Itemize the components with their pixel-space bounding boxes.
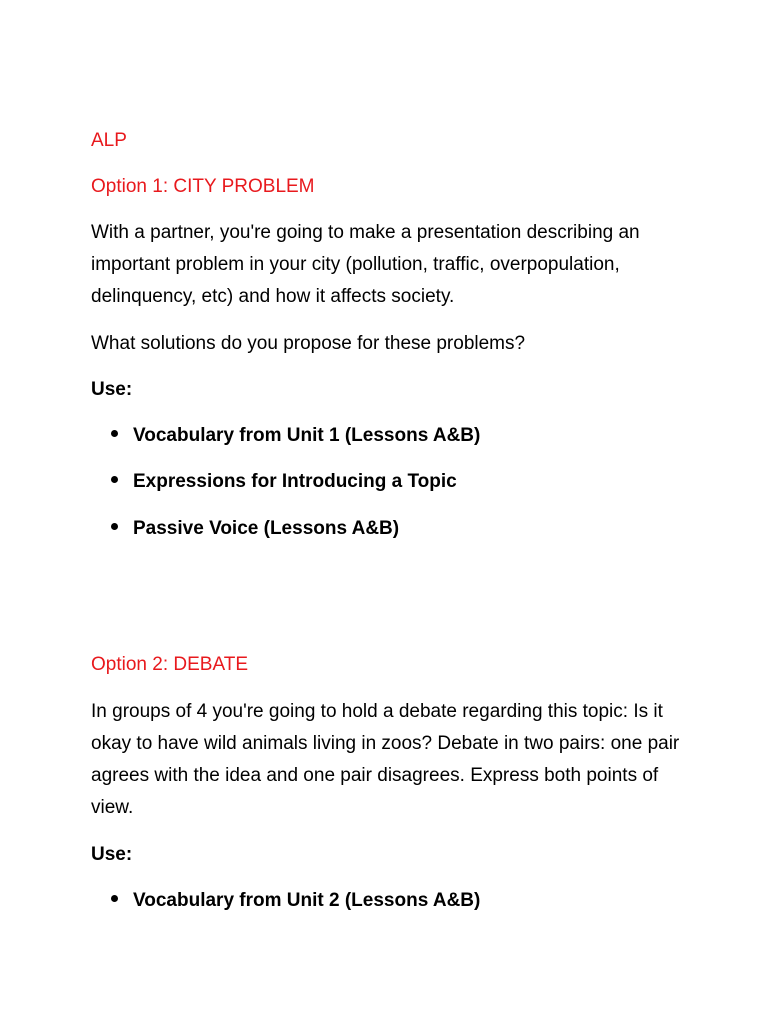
bullet-icon (111, 430, 118, 437)
option1-use-label: Use: (91, 379, 133, 400)
option1-list-item: Vocabulary from Unit 1 (Lessons A&B) (111, 420, 480, 452)
option1-heading: Option 1: CITY PROBLEM (91, 176, 315, 197)
document-title: ALP (91, 130, 127, 151)
option1-list-item: Passive Voice (Lessons A&B) (111, 513, 399, 545)
option2-paragraph: In groups of 4 you're going to hold a debate regarding this topic: Is it okay to have wild animals living in zoos? Debate in two pairs: one pair agrees with the idea and one pair disagrees. Express both points of view. (91, 701, 680, 818)
bullet-icon (111, 476, 118, 483)
option2-use-label: Use: (91, 844, 133, 865)
bullet-icon (111, 523, 118, 530)
option2-list-item: Vocabulary from Unit 2 (Lessons A&B) (111, 885, 480, 917)
bullet-icon (111, 895, 118, 902)
option1-list-item: Expressions for Introducing a Topic (111, 466, 457, 498)
option1-paragraph: With a partner, you're going to make a presentation describing an important problem in your city (pollution, traffic, overpopulation, delinquency, etc) and how it affects society. (91, 222, 640, 307)
option1-question: What solutions do you propose for these problems? (91, 333, 526, 354)
option2-heading: Option 2: DEBATE (91, 654, 248, 675)
